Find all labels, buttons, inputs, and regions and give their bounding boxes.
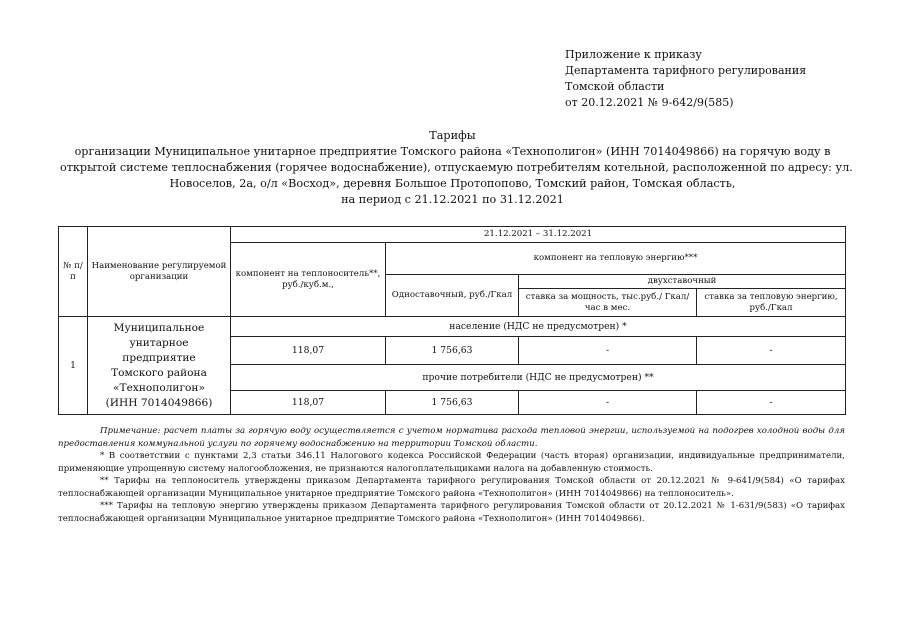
group1-label: население (НДС не предусмотрен) * (231, 317, 846, 337)
group2-capacity: - (519, 391, 697, 415)
header-period: 21.12.2021 – 31.12.2021 (231, 227, 846, 243)
org-line-3: предприятие (122, 351, 196, 364)
appendix-line-4: от 20.12.2021 № 9-642/9(585) (565, 96, 734, 109)
appendix-block (565, 47, 806, 111)
row-num: 1 (59, 317, 88, 415)
header-two-rate: двухставочный (519, 275, 846, 289)
header-energy: компонент на тепловую энергию*** (386, 243, 846, 275)
group1-carrier: 118,07 (231, 337, 386, 365)
group2-label: прочие потребители (НДС не предусмотрен) ** (231, 365, 846, 391)
group1-single: 1 756,63 (386, 337, 519, 365)
appendix-line-2: Департамента тарифного регулирования (565, 64, 807, 77)
header-org: Наименование регулируемой организации (88, 227, 231, 317)
header-single-rate: Одноставочный, руб./Гкал (386, 275, 519, 317)
appendix-line-1: Приложение к приказу (565, 48, 702, 61)
header-capacity-rate: ставка за мощность, тыс.руб./ Гкал/час в мес. (519, 289, 697, 317)
document-title (60, 128, 853, 208)
group2-carrier: 118,07 (231, 391, 386, 415)
appendix-line-3: Томской области (565, 80, 665, 93)
title-line-3: Новоселов, 2а, о/л «Восход», деревня Большое Протопопово, Томский район, Томская область, (169, 177, 736, 190)
group1-capacity: - (519, 337, 697, 365)
title-line-2: открытой системе теплоснабжения (горячее водоснабжение), отпускаемую потребителям котельной, расположенной по адресу: ул. (60, 161, 853, 174)
org-line-4: Томского района (111, 366, 207, 379)
header-carrier: компонент на теплоноситель**, руб./куб.м., (231, 243, 386, 317)
footnote-1: * В соответствии с пунктами 2,3 статьи 346.11 Налогового кодекса Российской Федерации (часть вторая) организации, индивидуальные предприниматели, применяющие упрощенную систему налогообложения, не признаются налогоплательщиками налога на добавленную стоимость. (58, 451, 845, 474)
footnote-2: ** Тарифы на теплоноситель утверждены приказом Департамента тарифного регулирования Томской области от 20.12.2021 № 9-641/9(584) «О тарифах теплоснабжающей организации Муниципальное унитарное предприятие Томского района «Технополигон» (ИНН 7014049866) на теплоноситель». (58, 476, 845, 499)
note-paragraph: Примечание: расчет платы за горячую воду осуществляется с учетом норматива расхода тепловой энергии, используемой на подогрев холодной воды для предоставления коммунальной услуги по горячему водоснабжению на территории Томской области. (58, 426, 845, 449)
footnote-3: *** Тарифы на тепловую энергию утверждены приказом Департамента тарифного регулирования Томской области от 20.12.2021 № 1-631/9(583) «О тарифах теплоснабжающей организации Муниципальное унитарное предприятие Томского района «Технополигон» (ИНН 7014049866). (58, 501, 845, 524)
row-org-name (88, 317, 231, 415)
header-energy-rate: ставка за тепловую энергию, руб./Гкал (697, 289, 846, 317)
org-line-1: Муниципальное (113, 321, 205, 334)
title-line-4: на период с 21.12.2021 по 31.12.2021 (341, 193, 564, 206)
org-line-6: (ИНН 7014049866) (105, 396, 213, 409)
org-line-5: «Технополигон» (113, 381, 205, 394)
title-heading: Тарифы (429, 129, 476, 142)
footnotes (58, 425, 845, 525)
tariff-table (58, 226, 846, 415)
group1-energy: - (697, 337, 846, 365)
org-line-2: унитарное (129, 336, 189, 349)
group2-single: 1 756,63 (386, 391, 519, 415)
header-num: № п/п (59, 227, 88, 317)
group2-energy: - (697, 391, 846, 415)
title-line-1: организации Муниципальное унитарное предприятие Томского района «Технополигон» (ИНН 7014049866) на горячую воду в (74, 145, 831, 158)
